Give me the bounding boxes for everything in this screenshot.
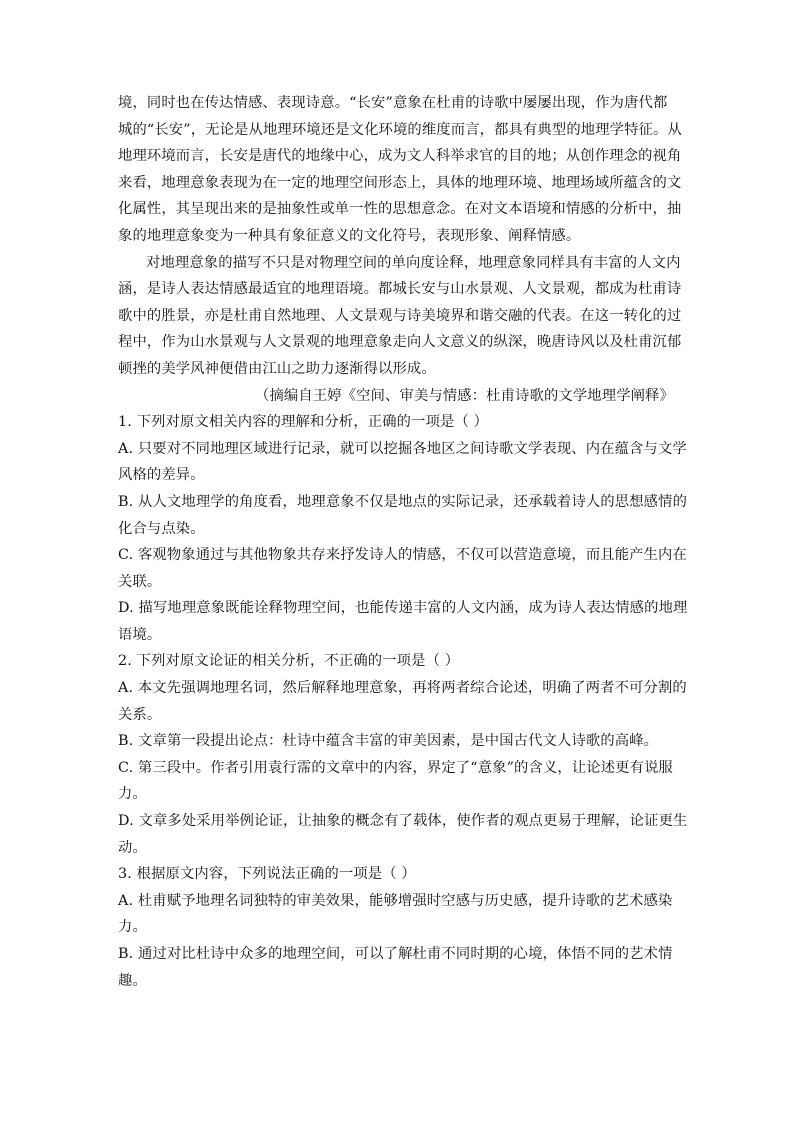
option-d-cont: 动。 (118, 839, 147, 856)
text-line: 城的“长安”，无论是从地理环境还是文化环境的维度而言，都具有典型的地理学特征。从 (118, 121, 682, 138)
option-b: B. 从人文地理学的角度看，地理意象不仅是地点的实际记录，还承载着诗人的思想感情的 (118, 493, 688, 510)
question-1 (118, 409, 688, 648)
text-line: 来看，地理意象表现为在一定的地理空间形态上，具体的地理环境、地理场域所蕴含的文 (118, 174, 682, 191)
text-line: 对地理意象的描写不只是对物理空间的单向度诠释，地理意象同样具有丰富的人文内 (146, 254, 681, 271)
option-b-cont: 趣。 (118, 972, 147, 989)
question-2 (118, 648, 688, 861)
text-line: 象的地理意象变为一种具有象征意义的文化符号，表现形象、阐释情感。 (118, 227, 581, 244)
text-line: 境，同时也在传达情感、表现诗意。“长安”意象在杜甫的诗歌中屡屡出现，作为唐代都 (118, 95, 668, 111)
question-3 (118, 861, 674, 994)
option-d: D. 文章多处采用举例论证，让抽象的概念有了载体，使作者的观点更易于理解，论证更生 (118, 813, 688, 830)
text-line: 程中，作为山水景观与人文景观的地理意象走向人文意义的纵深，晚唐诗风以及杜甫沉郁 (118, 334, 682, 351)
question-stem: 2. 下列对原文论证的相关分析，不正确的一项是（ ） (118, 653, 460, 670)
question-stem: 1. 下列对原文相关内容的理解和分析，正确的一项是（ ） (118, 414, 489, 431)
option-c-cont: 关联。 (118, 573, 162, 590)
option-a-cont: 力。 (118, 919, 147, 936)
passage-paragraph-1 (118, 90, 682, 250)
option-a: A. 本文先强调地理名词，然后解释地理意象，再将两者综合论述，明确了两者不可分割的 (118, 680, 687, 697)
option-a: A. 杜甫赋予地理名词独特的审美效果，能够增强时空感与历史感，提升诗歌的艺术感染 (118, 892, 673, 909)
text-line: 化属性，其呈现出来的是抽象性或单一性的思想意念。在对文本语境和情感的分析中，抽 (118, 201, 682, 218)
option-b: B. 通过对比杜诗中众多的地理空间，可以了解杜甫不同时期的心境，体悟不同的艺术情 (118, 946, 673, 962)
passage-paragraph-2 (118, 250, 682, 383)
document-page (118, 90, 688, 994)
text-line: 地理环境而言，长安是唐代的地缘中心，成为文人科举求官的目的地；从创作理念的视角 (118, 148, 682, 165)
option-c-cont: 力。 (118, 786, 147, 803)
option-d-cont: 语境。 (118, 626, 162, 643)
passage-source: （摘编自王婷《空间、审美与情感：杜甫诗歌的文学地理学阐释》 (255, 387, 674, 404)
text-line: 歌中的胜景，亦是杜甫自然地理、人文景观与诗美境界和谐交融的代表。在这一转化的过 (118, 307, 682, 324)
option-c: C. 第三段中。作者引用袁行霈的文章中的内容，界定了“意象”的含义，让论述更有说服 (118, 759, 673, 776)
option-a: A. 只要对不同地理区域进行记录，就可以挖掘各地区之间诗歌文学表现、内在蕴含与文学 (118, 440, 687, 457)
question-stem: 3. 根据原文内容，下列说法正确的一项是（ ） (118, 866, 416, 883)
option-a-cont: 关系。 (118, 706, 162, 723)
option-b-cont: 化合与点染。 (118, 520, 205, 537)
text-line: 顿挫的美学风神便借由江山之助力逐渐得以形成。 (118, 360, 436, 377)
option-b: B. 文章第一段提出论点：杜诗中蕴含丰富的审美因素，是中国古代文人诗歌的高峰。 (118, 733, 659, 750)
option-d: D. 描写地理意象既能诠释物理空间，也能传递丰富的人文内涵，成为诗人表达情感的地理 (118, 600, 688, 617)
option-c: C. 客观物象通过与其他物象共存来抒发诗人的情感，不仅可以营造意境，而且能产生内在 (118, 547, 687, 564)
option-a-cont: 风格的差异。 (118, 467, 205, 484)
text-line: 涵，是诗人表达情感最适宜的地理语境。都城长安与山水景观、人文景观，都成为杜甫诗 (118, 281, 682, 298)
